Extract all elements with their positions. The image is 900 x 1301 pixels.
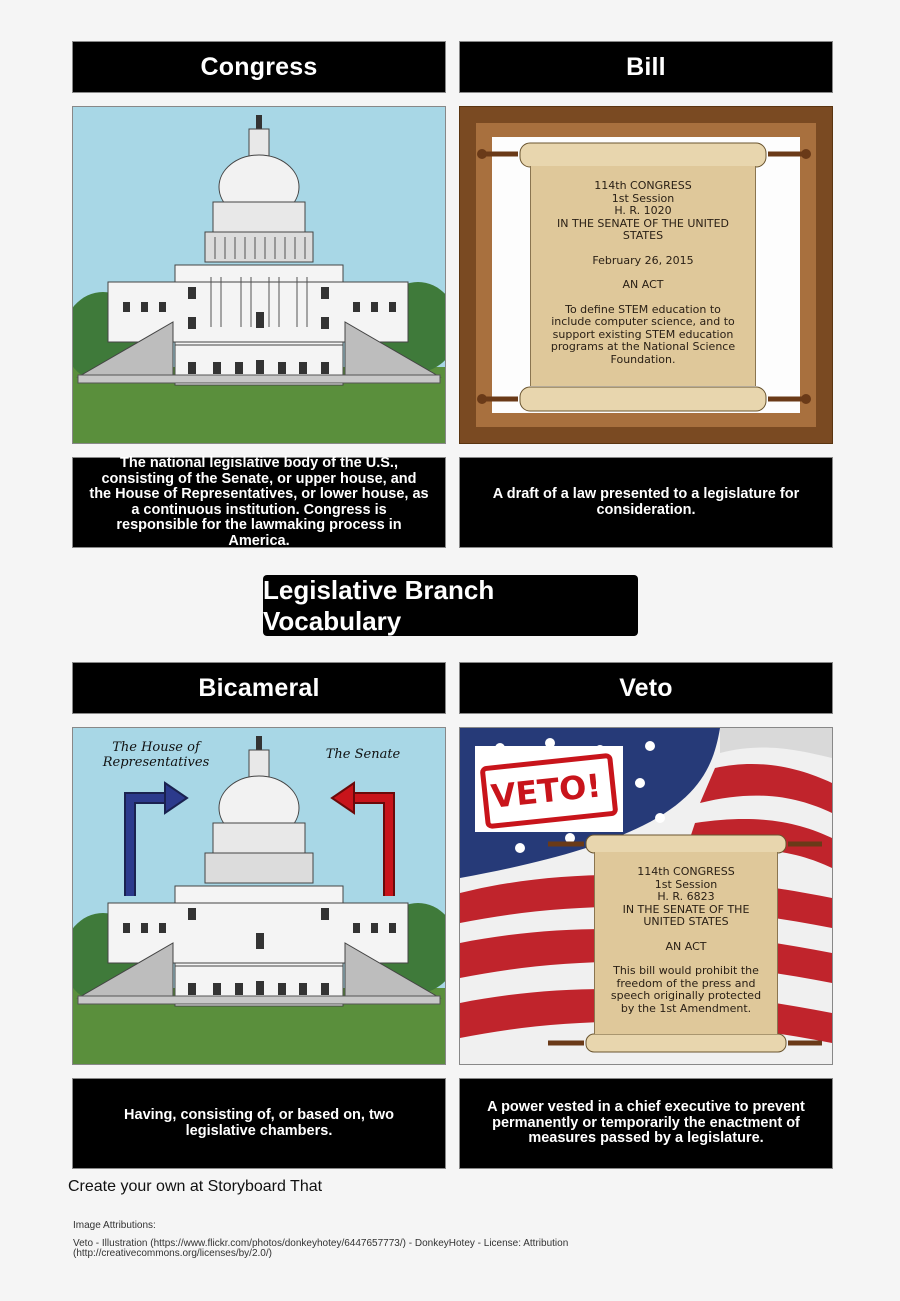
attributions-heading: Image Attributions: [73,1220,156,1231]
scroll-date: February 26, 2015 [592,253,694,267]
scroll-line: 114th CONGRESS [637,865,735,878]
description-bill: A draft of a law presented to a legislature for consideration. [459,457,833,548]
label-senate: The Senate [325,747,401,762]
scroll-line: IN THE SENATE OF THE UNITED STATES [622,902,750,928]
veto-stamp: VETO! [489,766,603,816]
bill-frame-image [459,106,833,444]
description-congress: The national legislative body of the U.S., consisting of the Senate, or upper house, and the House of Representatives, or lower house, as a continuous institution. Congress is responsible for the lawmaking process in America. [72,457,446,548]
scroll-act: AN ACT [665,939,707,953]
label-house: The House of Representatives [102,740,210,770]
title-bill: Bill [459,41,833,93]
description-bicameral: Having, consisting of, or based on, two legislative chambers. [72,1078,446,1169]
attribution-line: Veto - Illustration (https://www.flickr.com/photos/donkeyhotey/6447657773/) - DonkeyHotey - License: Attribution [73,1238,569,1249]
title-bicameral: Bicameral [72,662,446,714]
scroll-act: AN ACT [622,278,664,291]
bicameral-image [72,727,446,1065]
bill-scroll-text [530,166,756,386]
create-your-own-link[interactable]: Create your own at Storyboard That [68,1178,323,1195]
title-veto: Veto [459,662,833,714]
title-congress: Congress [72,41,446,93]
veto-scroll-text [594,852,778,1034]
scroll-body: To define STEM education to include computer science, and to support existing STEM education programs at the National Science Foundation. [550,302,736,366]
veto-image [459,727,833,1065]
description-veto: A power vested in a chief executive to prevent permanently or temporarily the enactment of measures passed by a legislature. [459,1078,833,1169]
main-title: Legislative Branch Vocabulary [263,575,638,636]
attribution-license: (http://creativecommons.org/licenses/by/2.0/) [73,1248,272,1259]
scroll-line: 1st Session [611,191,675,205]
capitol-image [72,106,446,444]
scroll-line: IN THE SENATE OF THE UNITED STATES [557,216,729,242]
scroll-line: H. R. 6823 [657,890,715,903]
scroll-line: 1st Session [654,877,718,891]
scroll-line: H. R. 1020 [614,204,672,217]
scroll-body: This bill would prohibit the freedom of the press and speech originally protected by the 1st Amendment. [610,964,762,1015]
scroll-line: 114th CONGRESS [594,179,692,192]
